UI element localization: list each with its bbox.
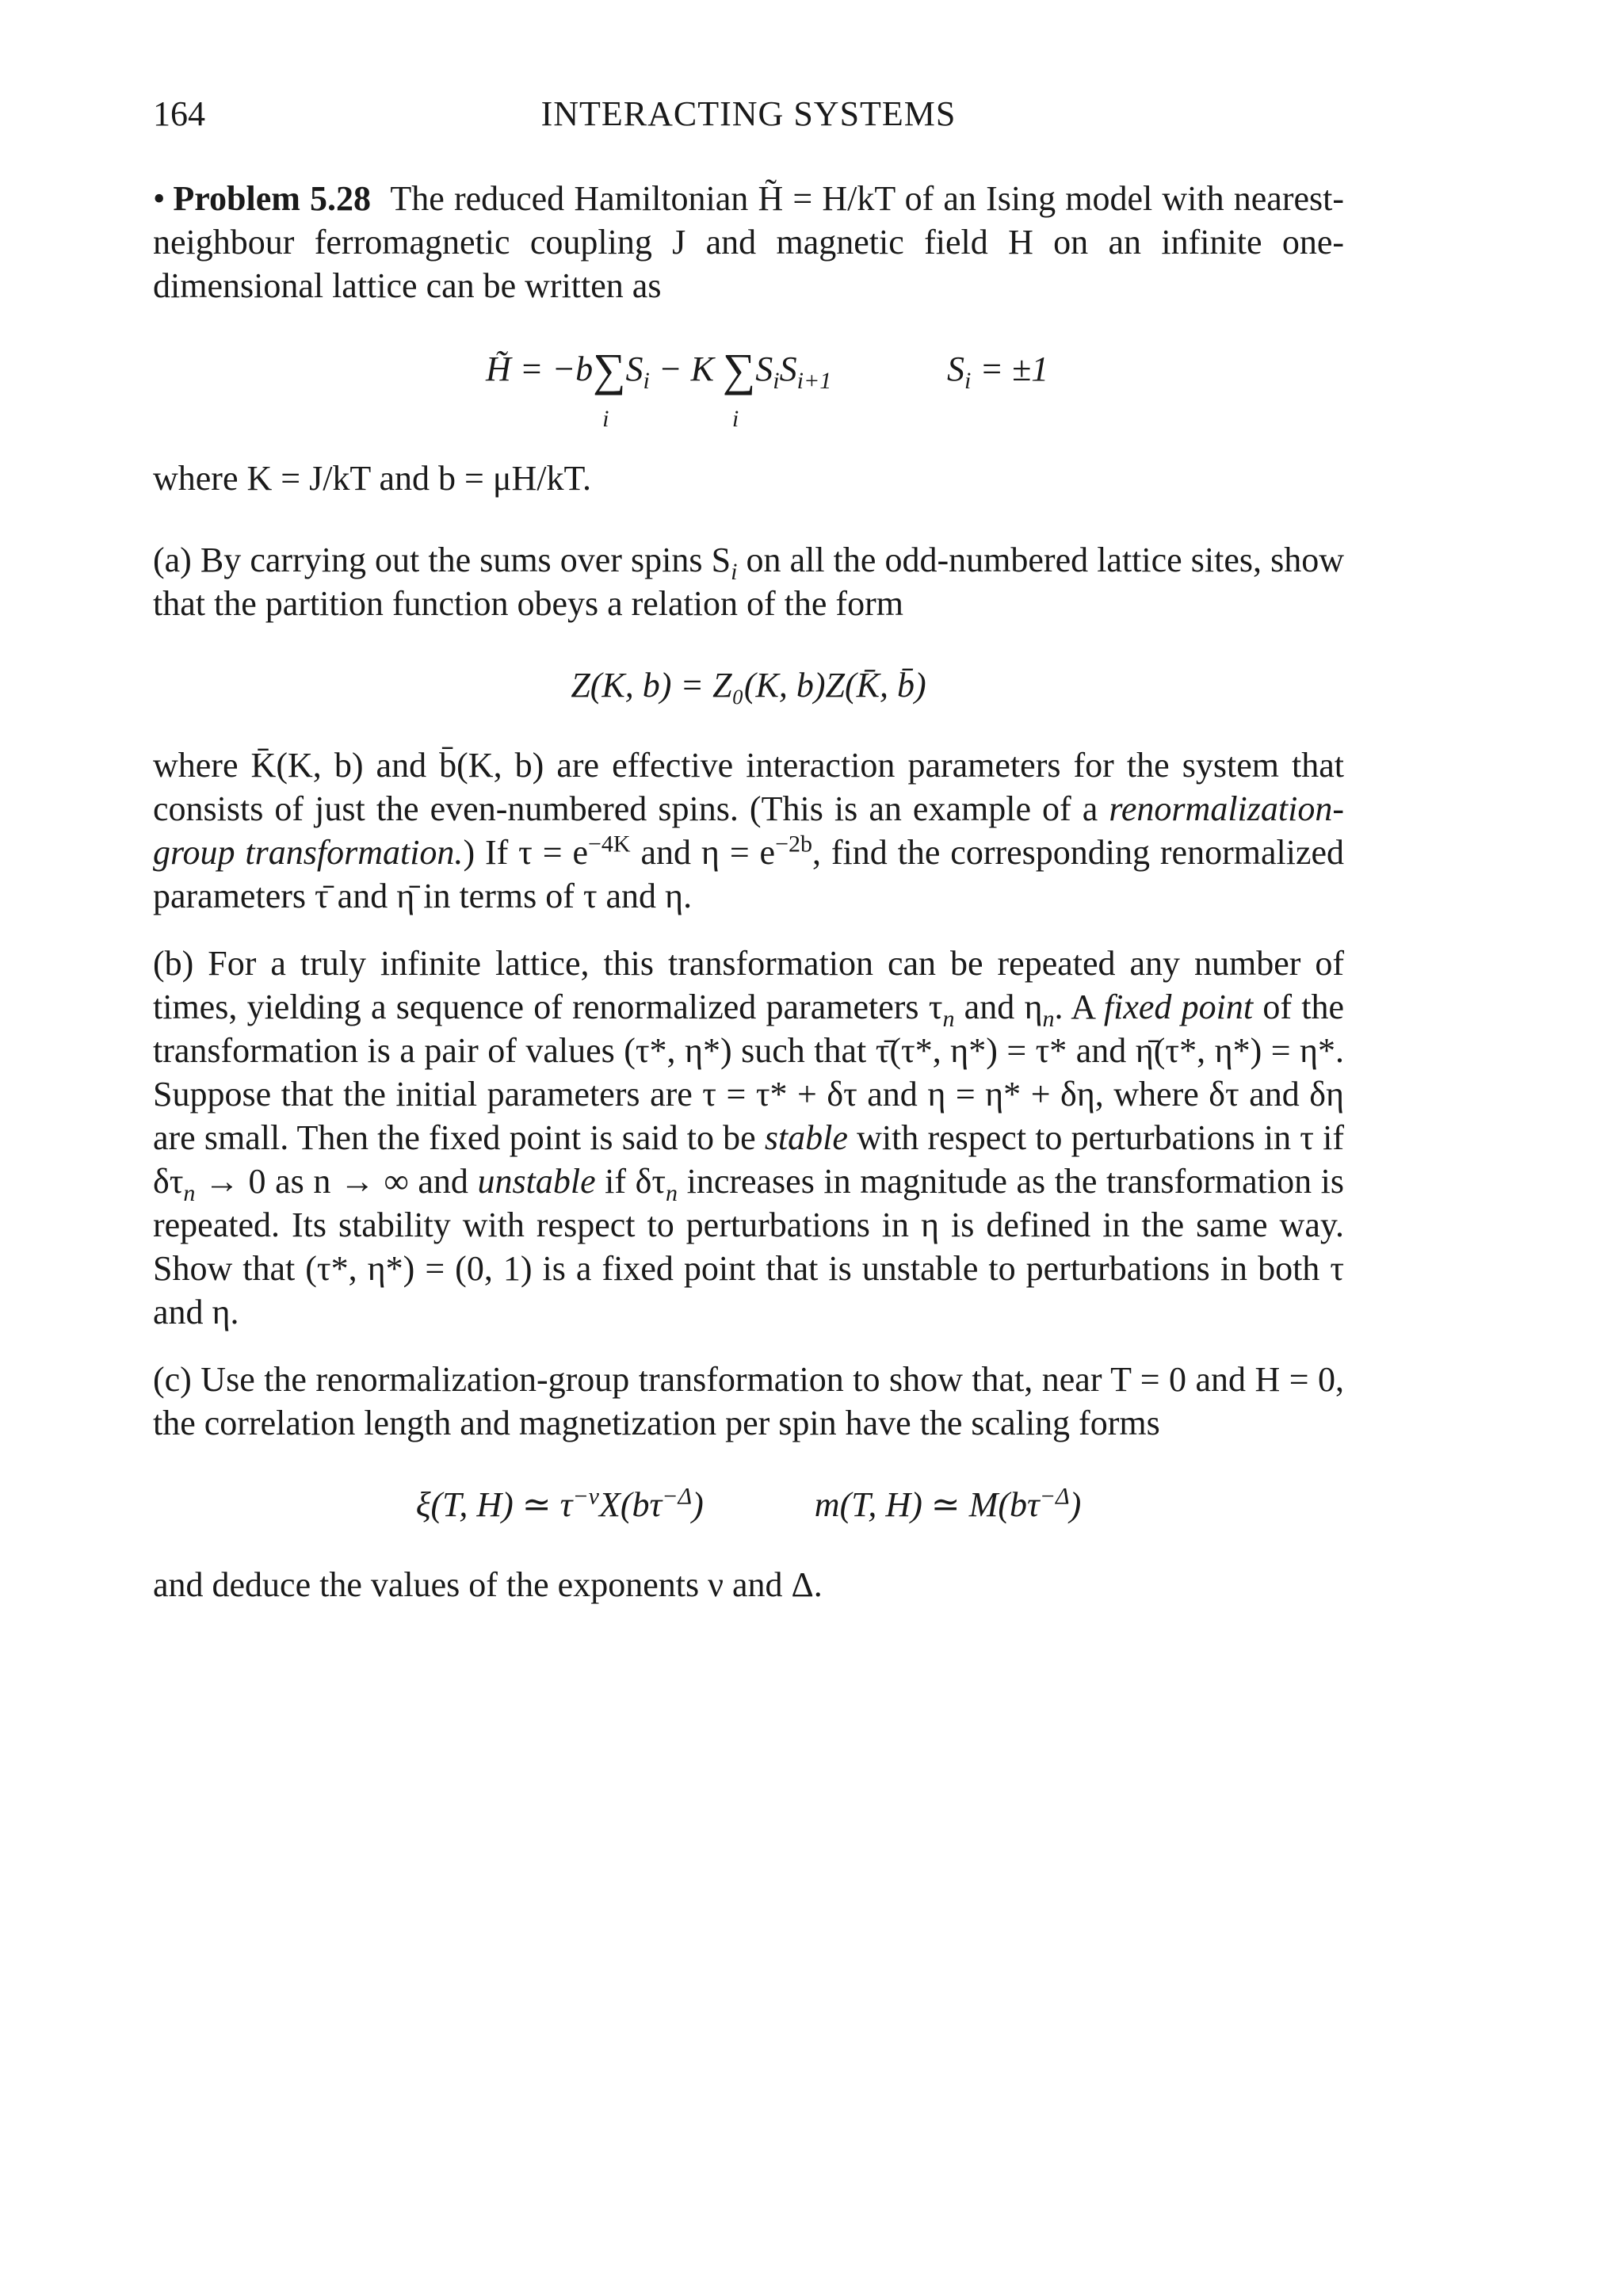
problem-intro-text: The reduced Hamiltonian H̃ = H/kT of an Ising model with nearest-neighbour ferromagnetic coupling J and magnetic field H on an infinite one-dimensional lattice can be written as (153, 179, 1344, 305)
running-head: INTERACTING SYSTEMS (540, 94, 957, 133)
emphasis-stable: stable (764, 1118, 848, 1157)
sum-symbol: ∑ i (593, 344, 626, 432)
magnetization-form: m(T, H) ≃ $M(b\tau^{-\Delta})$ (814, 1483, 1082, 1524)
emphasis-unstable: unstable (477, 1162, 596, 1201)
bullet-icon: • (153, 179, 166, 218)
partition-equation: Z(K, b) = Z₀(K, b)Z(K̄, b̄) (571, 666, 926, 705)
correlation-length-form: ξ(T, H) ≃ $\tau^{-\nu}X(b\tau^{-\Delta})$ (415, 1483, 704, 1524)
emphasis-fixed-point: fixed point (1103, 988, 1254, 1026)
problem-label: Problem 5.28 (173, 179, 372, 218)
part-b: (b) For a truly infinite lattice, this transformation can be repeated any number of times, yielding a sequence of renormalized parameters $\tau_n$ and $\eta_n$. A fixed point of the transformation is a pair of values (τ*, η*) such that τ̄(τ*, η*) = τ* and η̄(τ*, η*) = η*. Suppose that the initial parameters are τ = τ* + δτ and η = η* + δη, where δτ and δη are small. Then the fixed point is said to be stable with respect to perturbations in τ if $\delta\tau_n \to 0$ as n → ∞ and unstable if $\delta\tau_n$ increases in magnitude as the transformation is repeated. Its stability with respect to perturbations in η is defined in the same way. Show that (τ*, η*) = (0, 1) is a fixed point that is unstable to perturbations in both τ and η. (153, 944, 1344, 1331)
sum-symbol: ∑ i (722, 344, 756, 432)
part-c-conclusion: and deduce the values of the exponents ν and Δ. (153, 1565, 823, 1604)
problem-body (153, 177, 1344, 1606)
definitions-line: where K = J/kT and b = μH/kT. (153, 459, 592, 498)
hamiltonian-expression: H̃ = −b∑ i $S_i - K$ ∑ i $S_iS_{i+1}$ (486, 344, 832, 432)
part-c-intro: (c) Use the renormalization-group transformation to show that, near T = 0 and H = 0, the correlation length and magnetization per spin have the scaling forms (153, 1360, 1344, 1442)
page-header (153, 94, 1344, 141)
scaling-forms-equation (153, 1483, 1344, 1526)
part-a-intro: (a) By carrying out the sums over spins $S_i$ on all the odd-numbered lattice sites, show that the partition function obeys a relation of the form (153, 541, 1344, 623)
page-number: 164 (153, 94, 205, 133)
part-a-body: where K̄(K, b) and b̄(K, b) are effective interaction parameters for the system that consists of just the even-numbered spins. (This is an example of a renormalization-group transformation.) If $\tau = e^{-4K}$ and $\eta = e^{-2b}$, find the corresponding renormalized parameters τ̄ and η̄ in terms of τ and η. (153, 746, 1344, 915)
spin-values: $S_i = \pm 1$ (947, 350, 1049, 394)
hamiltonian-equation (153, 339, 1344, 432)
problem-intro (153, 177, 1344, 308)
emphasis-rg-transformation: renormalization-group transformation. (153, 789, 1344, 872)
